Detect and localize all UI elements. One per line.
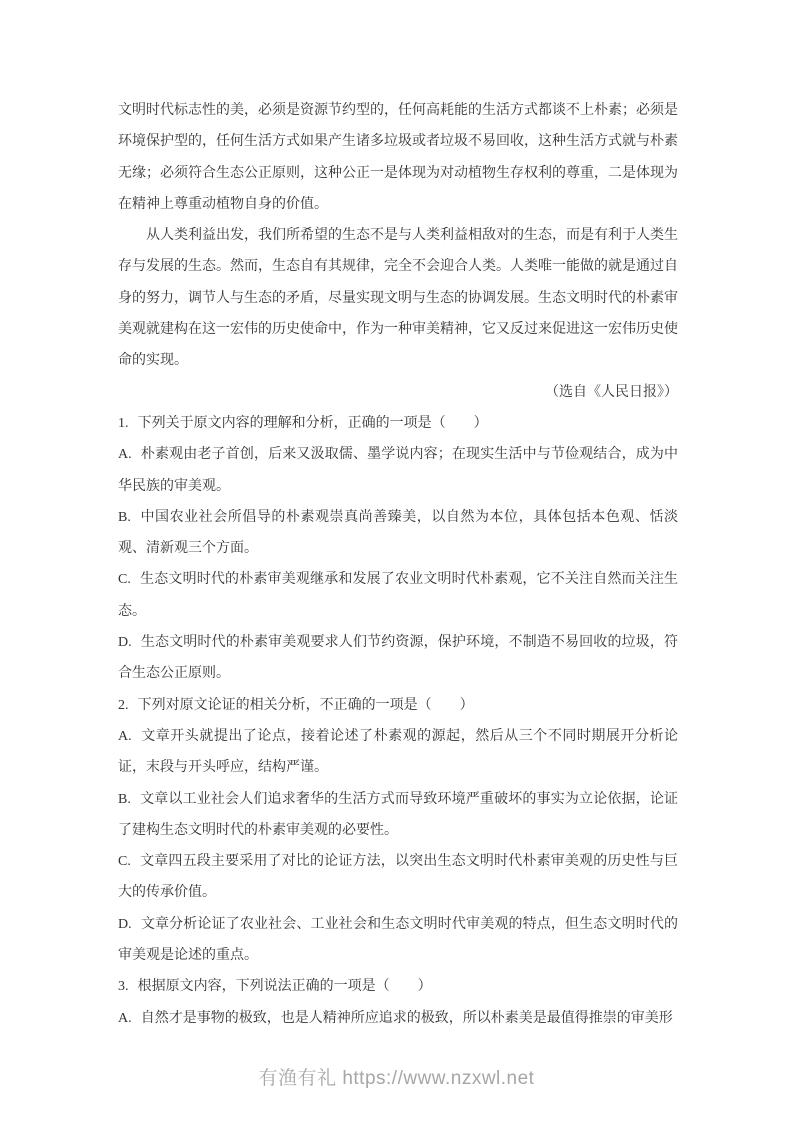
question-1-stem-text: 下列关于原文内容的理解和分析，正确的一项是（ ）	[137, 415, 488, 431]
source-attribution: （选自《人民日报》）	[545, 384, 678, 400]
question-1-stem	[118, 408, 678, 439]
exam-text-body	[118, 95, 678, 1034]
question-3-stem	[118, 971, 678, 1002]
option-text: 文章开头就提出了论点，接着论述了朴素观的源起，然后从三个不同时期展开分析论证，末段与开头呼应，结构严谨。	[118, 728, 678, 776]
option-label: C.	[118, 854, 131, 870]
option-label: D.	[118, 635, 132, 651]
option-text: 朴素观由老子首创，后来又汲取儒、墨学说内容；在现实生活中与节俭观结合，成为中华民族的审美观。	[118, 447, 678, 494]
question-3-stem-text: 根据原文内容，下列说法正确的一项是（ ）	[137, 979, 432, 995]
watermark-footer: 有渔有礼 https://www.nzxwl.net	[258, 1068, 535, 1089]
question-2-stem	[118, 690, 678, 721]
question-1-number: 1.	[118, 415, 129, 431]
option-label: A.	[118, 447, 132, 463]
option-text: 文章四五段主要采用了对比的论证方法，以突出生态文明时代朴素审美观的历史性与巨大的传承价值。	[118, 854, 678, 901]
option-label: B.	[118, 509, 131, 525]
question-1-option-b	[118, 502, 678, 565]
option-label: C.	[118, 572, 131, 588]
question-3-number: 3.	[118, 979, 129, 995]
option-label: A.	[118, 728, 132, 744]
question-3-option-a	[118, 1003, 678, 1034]
option-label: A.	[118, 1010, 132, 1026]
question-2-number: 2.	[118, 697, 129, 713]
option-text: 文章以工业社会人们追求奢华的生活方式而导致环境严重破坏的事实为立论依据，论证了建构生态文明时代的朴素审美观的必要性。	[118, 791, 678, 838]
option-text: 中国农业社会所倡导的朴素观崇真尚善臻美，以自然为本位，具体包括本色观、恬淡观、清新观三个方面。	[118, 509, 678, 557]
option-text: 文章分析论证了农业社会、工业社会和生态文明时代审美观的特点，但生态文明时代的审美观是论述的重点。	[118, 916, 678, 964]
question-2-stem-text: 下列对原文论证的相关分析，不正确的一项是（ ）	[137, 697, 474, 713]
passage-paragraph-2: 从人类利益出发，我们所希望的生态不是与人类利益相敌对的生态，而是有利于人类生存与发展的生态。然而，生态自有其规律，完全不会迎合人类。人类唯一能做的就是通过自身的努力，调节人与生态的矛盾，尽量实现文明与生态的协调发展。生态文明时代的朴素审美观就建构在这一宏伟的历史使命中，作为一种审美精神，它又反过来促进这一宏伟历史使命的实现。	[118, 228, 678, 369]
passage-paragraph-1: 文明时代标志性的美，必须是资源节约型的，任何高耗能的生活方式都谈不上朴素；必须是环境保护型的，任何生活方式如果产生诸多垃圾或者垃圾不易回收，这种生活方式就与朴素无缘；必须符合生态公正原则，这种公正一是体现为对动植物生存权利的尊重，二是体现为在精神上尊重动植物自身的价值。	[118, 103, 678, 212]
question-1-option-c	[118, 564, 678, 627]
option-text: 生态文明时代的朴素审美观继承和发展了农业文明时代朴素观，它不关注自然而关注生态。	[118, 572, 678, 619]
question-2-option-b	[118, 784, 678, 847]
question-1-option-d	[118, 627, 678, 690]
option-label: B.	[118, 791, 131, 807]
option-label: D.	[118, 916, 132, 932]
option-text: 自然才是事物的极致，也是人精神所应追求的极致，所以朴素美是最值得推崇的审美形	[140, 1010, 673, 1026]
question-2-option-c	[118, 846, 678, 909]
option-text: 生态文明时代的朴素审美观要求人们节约资源，保护环境，不制造不易回收的垃圾，符合生态公正原则。	[118, 635, 678, 682]
question-1-option-a	[118, 439, 678, 502]
question-2-option-a	[118, 721, 678, 784]
question-2-option-d	[118, 909, 678, 972]
